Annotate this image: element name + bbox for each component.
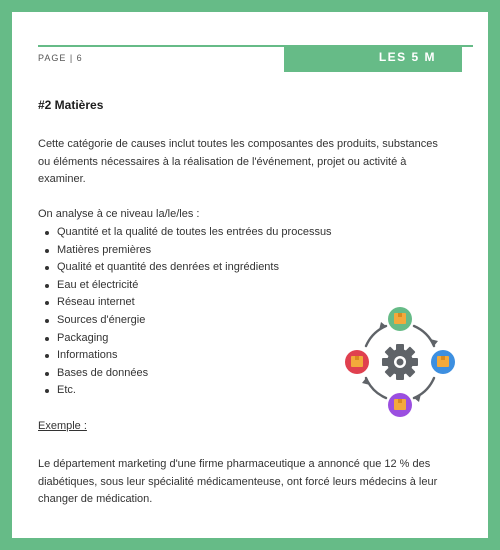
list-item: Etc. [38,382,332,400]
list-item: Packaging [38,330,332,348]
page-number-label: PAGE | 6 [38,53,83,63]
node-right-icon [431,350,455,374]
document-page [12,12,488,538]
node-bottom-icon [388,393,412,417]
list-item: Quantité et la qualité de toutes les entrées du processus [38,224,332,242]
list-item: Bases de données [38,365,332,383]
node-left-icon [345,350,369,374]
section-heading: #2 Matières [38,98,104,112]
list-item: Eau et électricité [38,277,332,295]
intro-paragraph: Cette catégorie de causes inclut toutes les composantes des produits, substances ou éléments nécessaires à la réalisation de l'événement, projet ou activité à examiner. [38,138,438,186]
list-item: Matières premières [38,242,332,260]
section-band-title: LES 5 M [284,45,462,72]
list-item: Réseau internet [38,294,332,312]
gear-icon [382,344,418,380]
gear-cycle-icon [342,304,458,420]
node-top-icon [388,307,412,331]
list-item: Qualité et quantité des denrées et ingrédients [38,259,332,277]
causes-list [38,224,332,400]
example-label: Exemple : [38,420,87,432]
example-paragraph: Le département marketing d'une firme pharmaceutique a annoncé que 12 % des diabétiques, sous leur spécialité médicamenteuse, ont forcé leurs médecins à leur changer de médication. [38,458,438,506]
list-item: Informations [38,347,332,365]
list-item: Sources d'énergie [38,312,332,330]
analyze-intro: On analyse à ce niveau la/le/les : [38,208,200,220]
